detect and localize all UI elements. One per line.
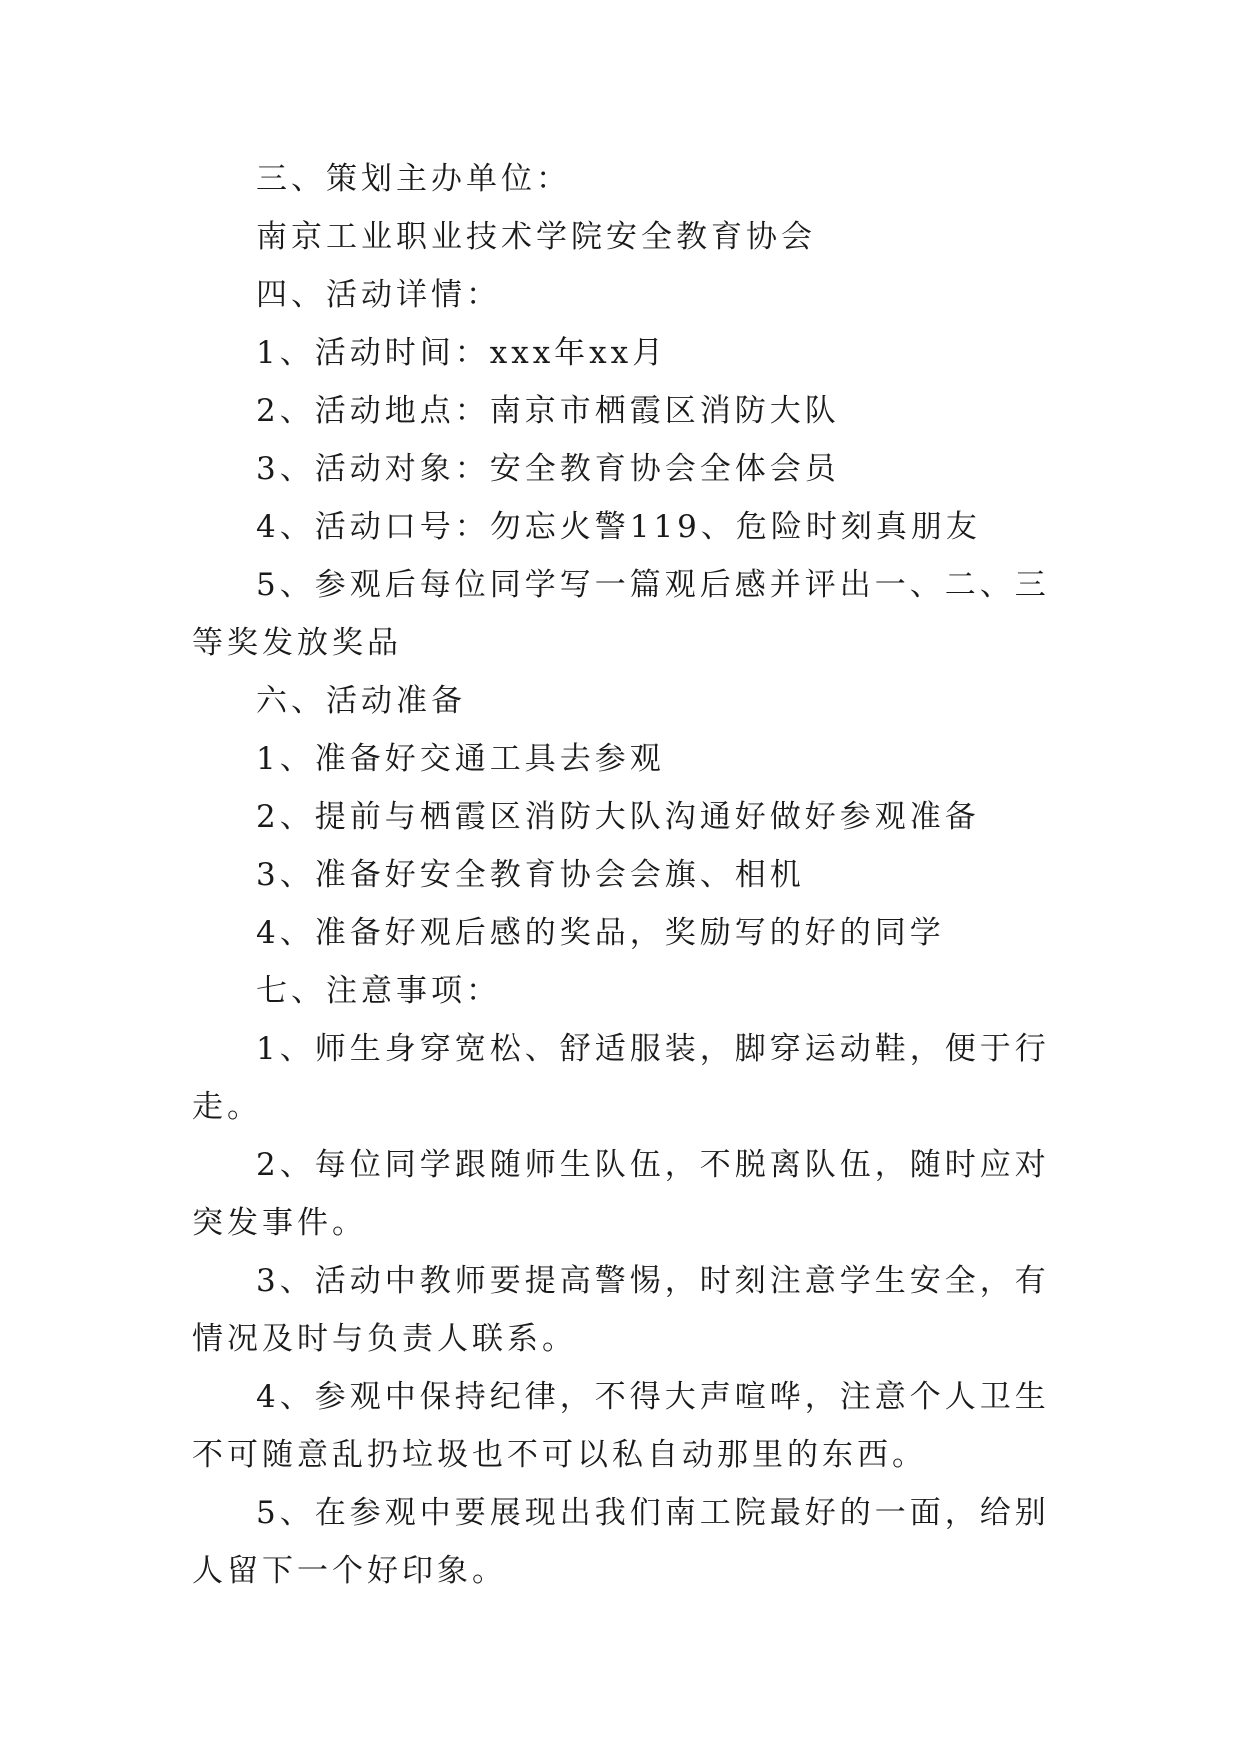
section-heading-preparation: 六、活动准备 xyxy=(256,683,466,719)
section-heading-details: 四、活动详情： xyxy=(256,277,501,313)
detail-item-audience: 3、活动对象：安全教育协会全体会员 xyxy=(256,451,840,487)
note-item-impression: 5、在参观中要展现出我们南工院最好的一面，给别人留下一个好印象。 xyxy=(192,1495,1050,1589)
detail-item-time: 1、活动时间：xxx年xx月 xyxy=(256,335,668,371)
prep-item-transport: 1、准备好交通工具去参观 xyxy=(256,741,665,777)
document-body xyxy=(192,150,1072,1600)
note-item-discipline: 4、参观中保持纪律，不得大声喧哗，注意个人卫生不可随意乱扔垃圾也不可以私自动那里的东西。 xyxy=(192,1379,1050,1473)
section-heading-notes: 七、注意事项： xyxy=(256,973,501,1009)
detail-item-location: 2、活动地点：南京市栖霞区消防大队 xyxy=(256,393,840,429)
prep-item-prizes: 4、准备好观后感的奖品，奖励写的好的同学 xyxy=(256,915,945,951)
note-item-clothing: 1、师生身穿宽松、舒适服装，脚穿运动鞋，便于行走。 xyxy=(192,1031,1050,1125)
prep-item-flag-camera: 3、准备好安全教育协会会旗、相机 xyxy=(256,857,805,893)
note-item-follow-group: 2、每位同学跟随师生队伍，不脱离队伍，随时应对突发事件。 xyxy=(192,1147,1050,1241)
organizer-name: 南京工业职业技术学院安全教育协会 xyxy=(256,219,816,255)
note-item-teacher-vigilance: 3、活动中教师要提高警惕，时刻注意学生安全，有情况及时与负责人联系。 xyxy=(192,1263,1050,1357)
detail-item-slogan: 4、活动口号：勿忘火警119、危险时刻真朋友 xyxy=(256,509,981,545)
prep-item-communication: 2、提前与栖霞区消防大队沟通好做好参观准备 xyxy=(256,799,980,835)
detail-item-essay: 5、参观后每位同学写一篇观后感并评出一、二、三等奖发放奖品 xyxy=(192,567,1050,661)
section-heading-organizer: 三、策划主办单位： xyxy=(256,161,571,197)
